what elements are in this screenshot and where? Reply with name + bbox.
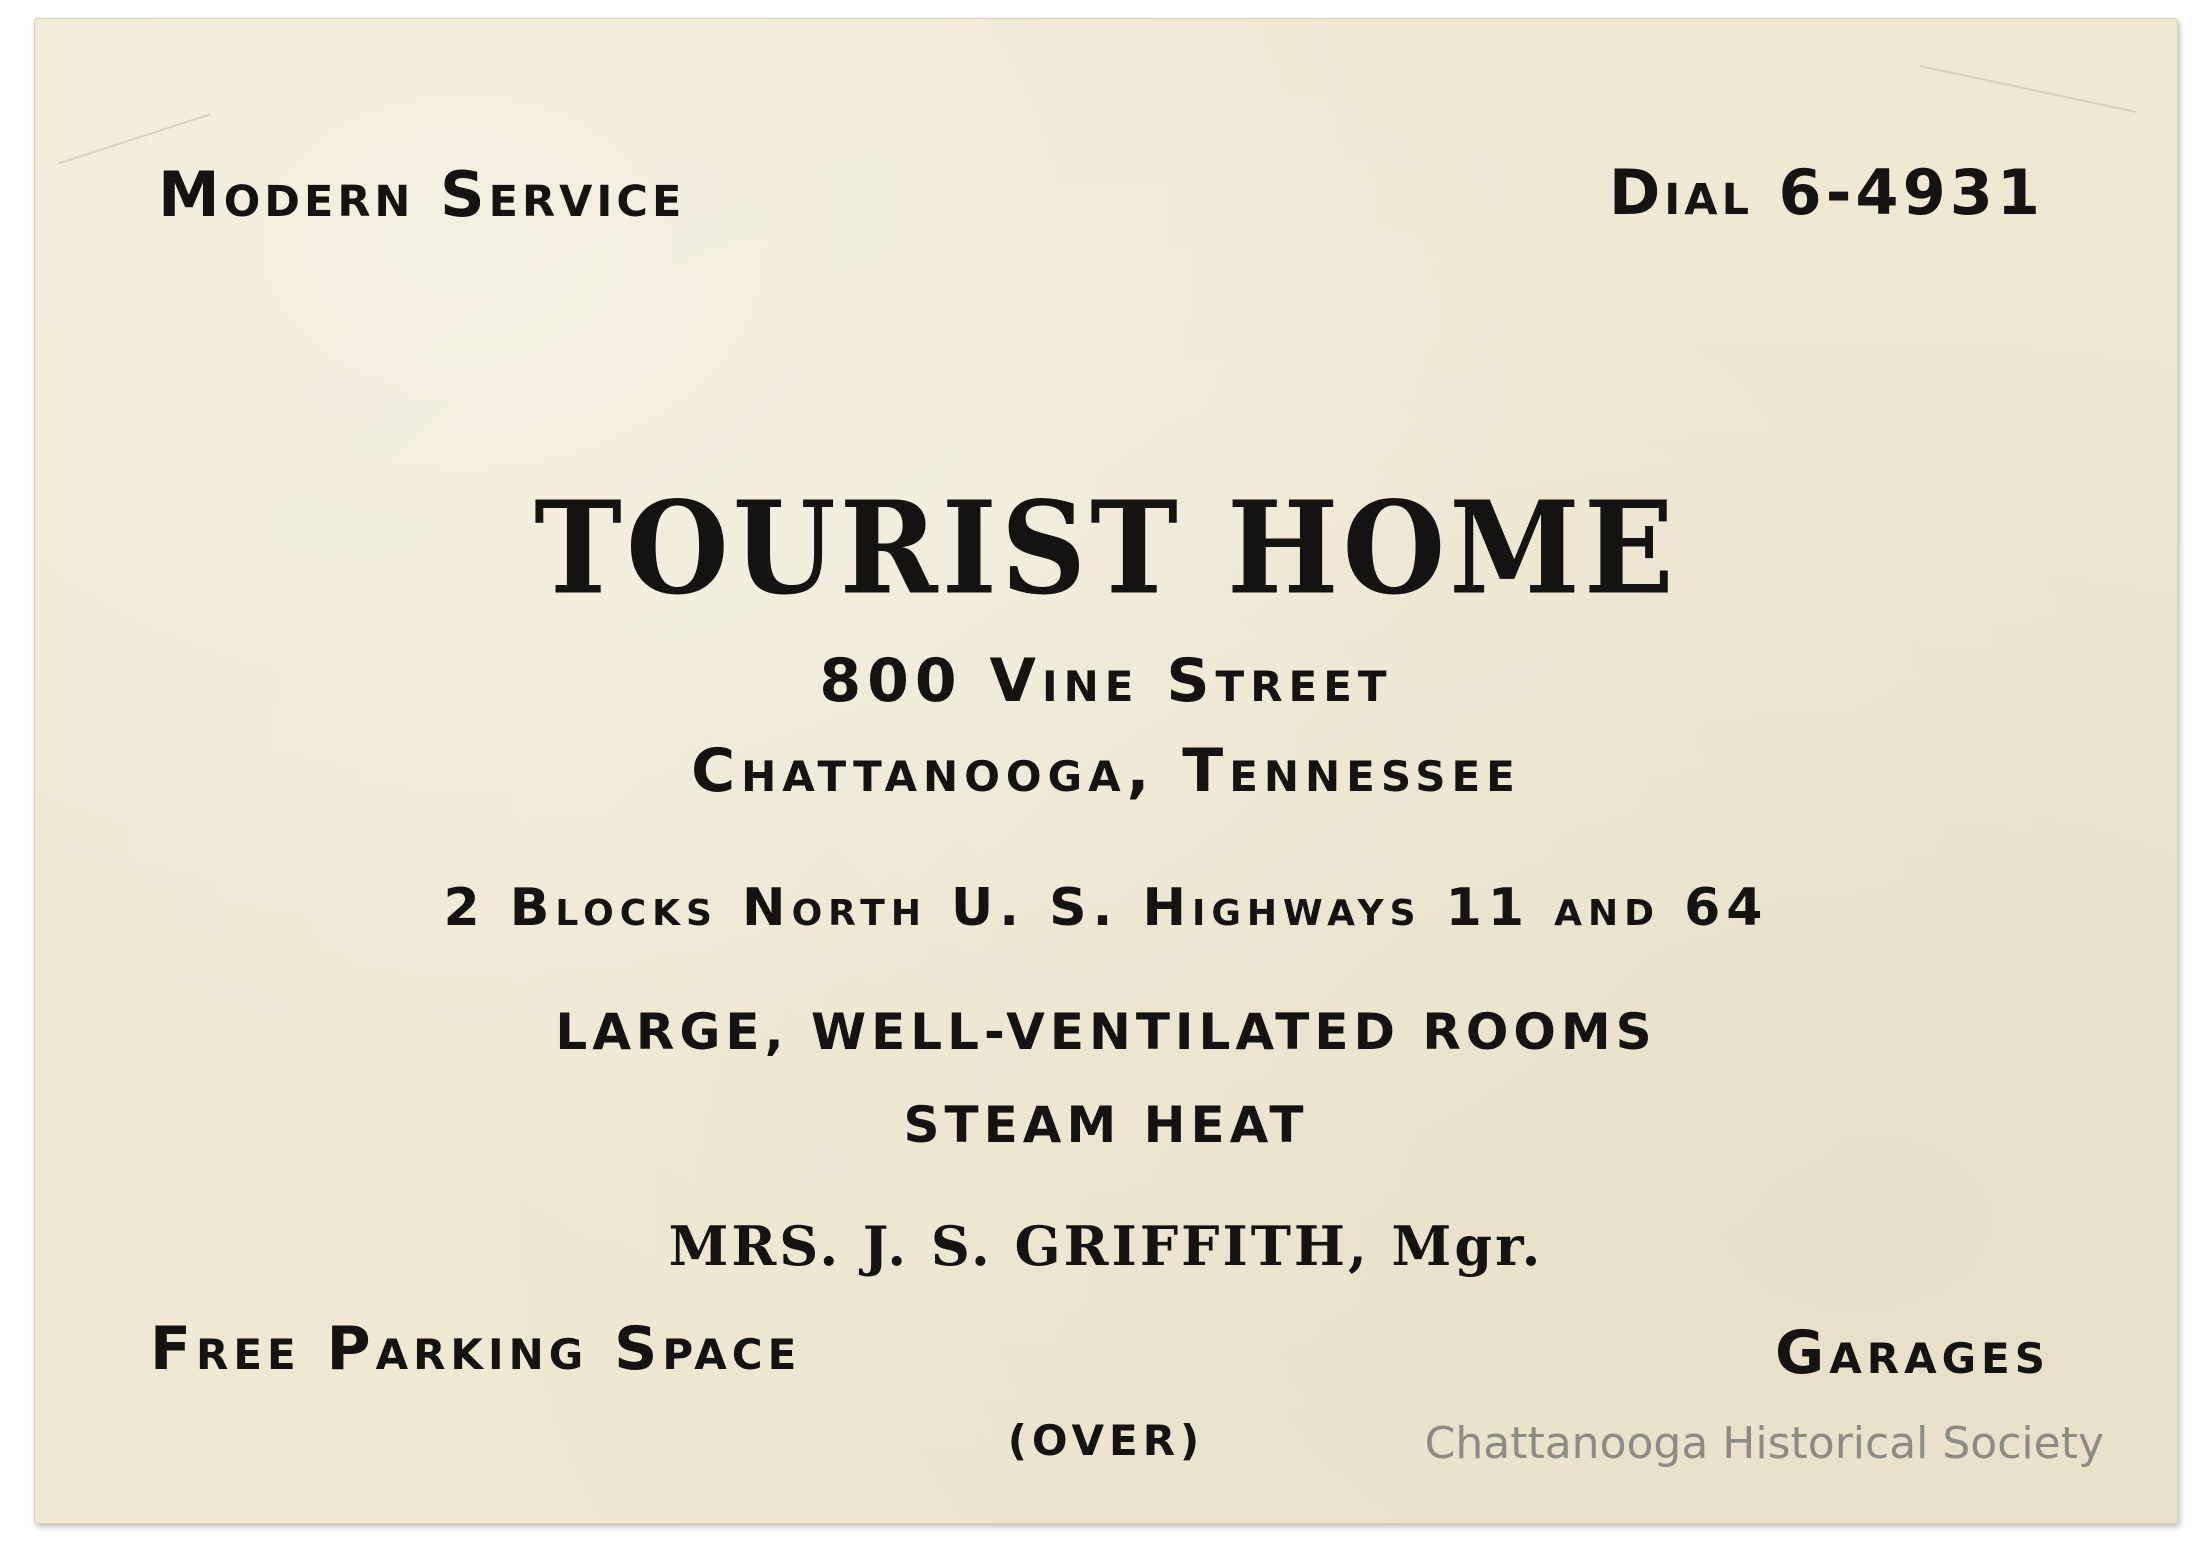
heat-text: STEAM HEAT bbox=[903, 1096, 1309, 1154]
garages-text: Garages bbox=[1774, 1318, 2050, 1388]
modern-service-text: Modern Service bbox=[158, 158, 686, 231]
free-parking-text: Free Parking Space bbox=[150, 1314, 802, 1384]
over-text: (OVER) bbox=[1007, 1416, 1205, 1465]
paper-crease bbox=[58, 113, 211, 164]
card-title: TOURIST HOME bbox=[534, 472, 1678, 623]
city-state: Chattanooga, Tennessee bbox=[691, 736, 1521, 806]
directions-text: 2 Blocks North U. S. Highways 11 and 64 bbox=[443, 878, 1769, 938]
rooms-text: LARGE, WELL-VENTILATED ROOMS bbox=[555, 1003, 1657, 1061]
paper-crease bbox=[1920, 65, 2136, 113]
business-card bbox=[34, 18, 2178, 1524]
watermark-text: Chattanooga Historical Society bbox=[1424, 1418, 2104, 1469]
dial-phone-text: Dial 6-4931 bbox=[1608, 156, 2044, 229]
manager-name: MRS. J. S. GRIFFITH, Mgr. bbox=[668, 1214, 1544, 1278]
street-address: 800 Vine Street bbox=[819, 646, 1393, 716]
